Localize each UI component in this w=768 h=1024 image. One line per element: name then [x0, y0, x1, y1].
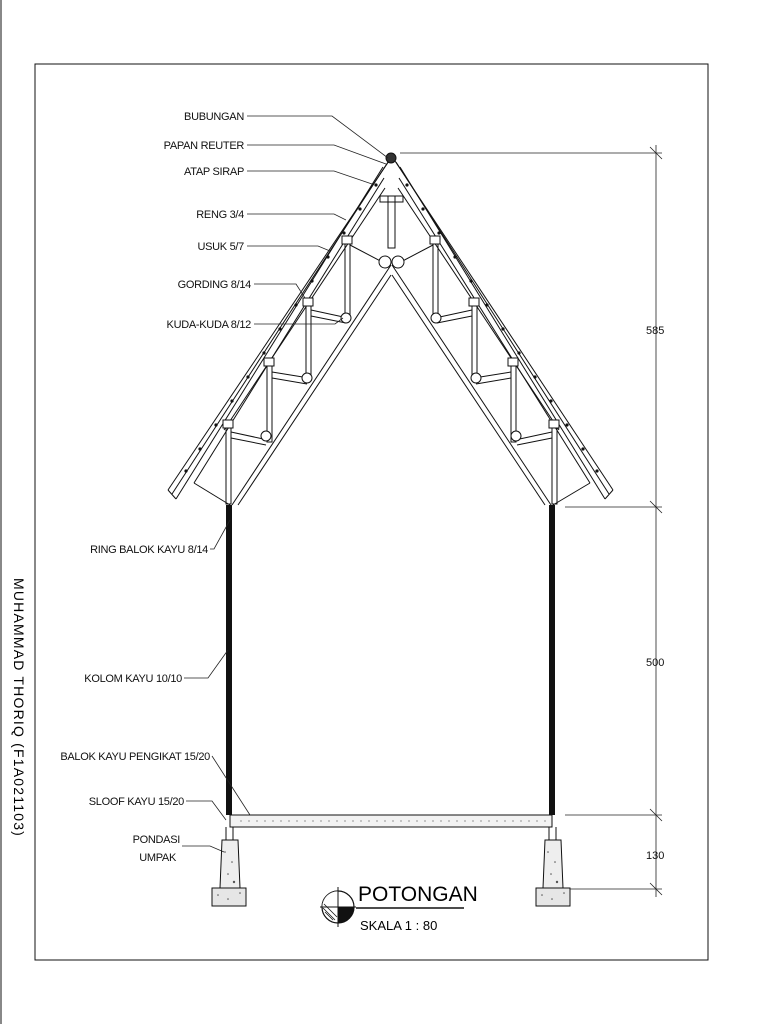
dim-roof-height: 585 [646, 325, 665, 337]
label-umpak: UMPAK [139, 852, 176, 864]
author-label: MUHAMMAD THORIQ (F1A021103) [11, 578, 27, 838]
dim-foundation-height: 130 [646, 850, 665, 862]
dim-wall-height: 500 [646, 657, 665, 669]
label-atap-sirap: ATAP SIRAP [184, 166, 244, 178]
label-reng: RENG 3/4 [196, 209, 244, 221]
label-gording: GORDING 8/14 [177, 279, 251, 291]
drawing-title: POTONGAN [358, 883, 478, 906]
label-usuk: USUK 5/7 [197, 241, 244, 253]
dimension-lines [400, 145, 665, 897]
sloof-beam [230, 815, 552, 827]
kolom-columns [226, 505, 555, 815]
label-papan-reuter: PAPAN REUTER [163, 140, 244, 152]
label-kuda-kuda: KUDA-KUDA 8/12 [166, 319, 251, 331]
label-kolom: KOLOM KAYU 10/10 [84, 673, 182, 685]
label-ring-balok: RING BALOK KAYU 8/14 [90, 544, 208, 556]
label-sloof: SLOOF KAYU 15/20 [88, 796, 184, 808]
label-pondasi: PONDASI [132, 834, 180, 846]
leader-lines [182, 116, 388, 852]
section-symbol-icon [320, 887, 356, 927]
label-balok-pengikat: BALOK KAYU PENGIKAT 15/20 [60, 751, 210, 763]
drawing-scale: SKALA 1 : 80 [360, 918, 438, 933]
label-bubungan: BUBUNGAN [184, 111, 244, 123]
